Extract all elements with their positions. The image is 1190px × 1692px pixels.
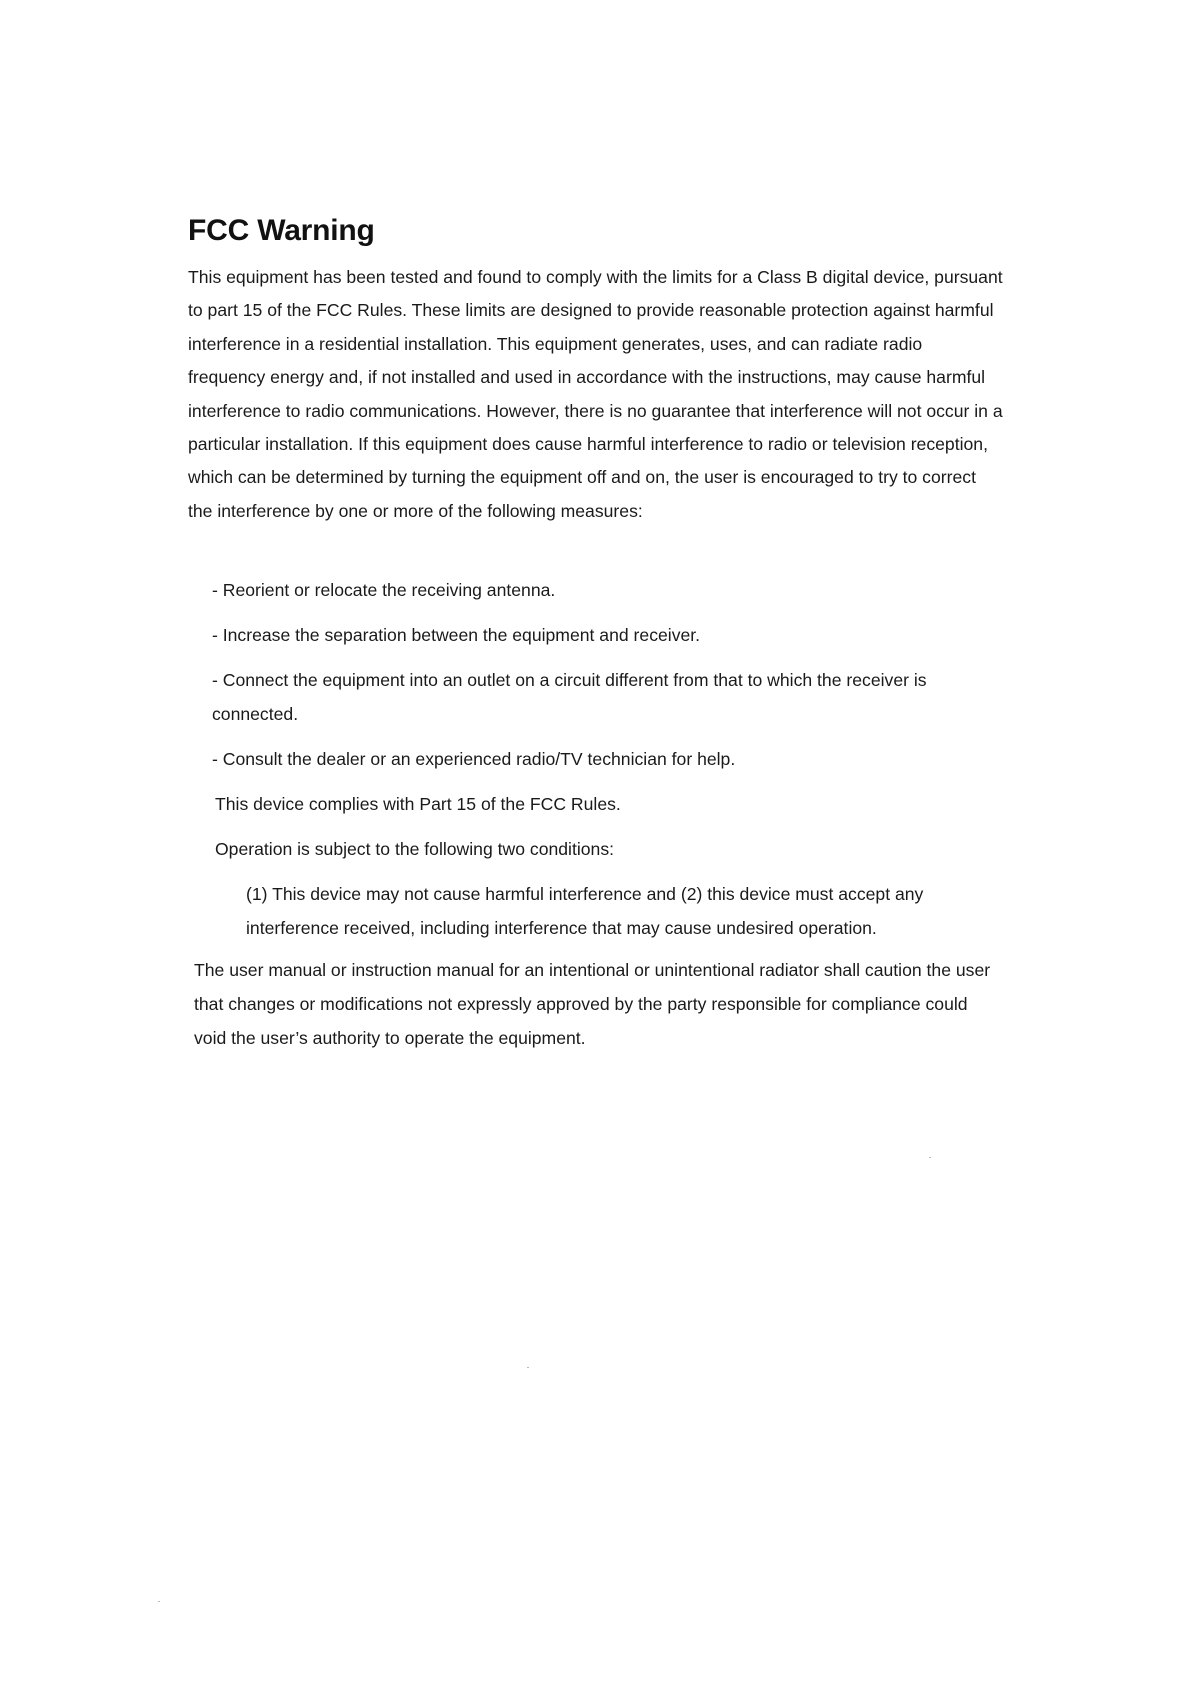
- closing-paragraph: The user manual or instruction manual for an intentional or unintentional radiator shall caution the user that changes or modifications not expressly approved by the party responsible for compliance could void the user’s authority to operate the equipment.: [194, 960, 991, 1048]
- measure-item-outlet: - Connect the equipment into an outlet on a circuit different from that to which the receiver is connected.: [212, 670, 927, 724]
- page-title: FCC Warning: [188, 214, 375, 247]
- conditions-intro: Operation is subject to the following two conditions:: [215, 839, 615, 859]
- scan-speck: [158, 1601, 160, 1602]
- scan-speck: [929, 1157, 931, 1158]
- measure-item-consult: - Consult the dealer or an experienced radio/TV technician for help.: [212, 749, 736, 769]
- scan-speck: [527, 1367, 529, 1368]
- measure-item-reorient: - Reorient or relocate the receiving antenna.: [212, 580, 556, 600]
- conditions-text: (1) This device may not cause harmful interference and (2) this device must accept any interference received, including interference that may cause undesired operation.: [246, 884, 924, 938]
- compliance-statement: This device complies with Part 15 of the FCC Rules.: [215, 794, 621, 814]
- measure-item-separation: - Increase the separation between the equipment and receiver.: [212, 625, 701, 645]
- intro-paragraph: This equipment has been tested and found to comply with the limits for a Class B digital device, pursuant to part 15 of the FCC Rules. These limits are designed to provide reasonable protection against harmful interference in a residential installation. This equipment generates, uses, and can radiate radio frequency energy and, if not installed and used in accordance with the instructions, may cause harmful interference to radio communications. However, there is no guarantee that interference will not occur in a particular installation. If this equipment does cause harmful interference to radio or television reception, which can be determined by turning the equipment off and on, the user is encouraged to try to correct the interference by one or more of the following measures:: [188, 267, 1003, 521]
